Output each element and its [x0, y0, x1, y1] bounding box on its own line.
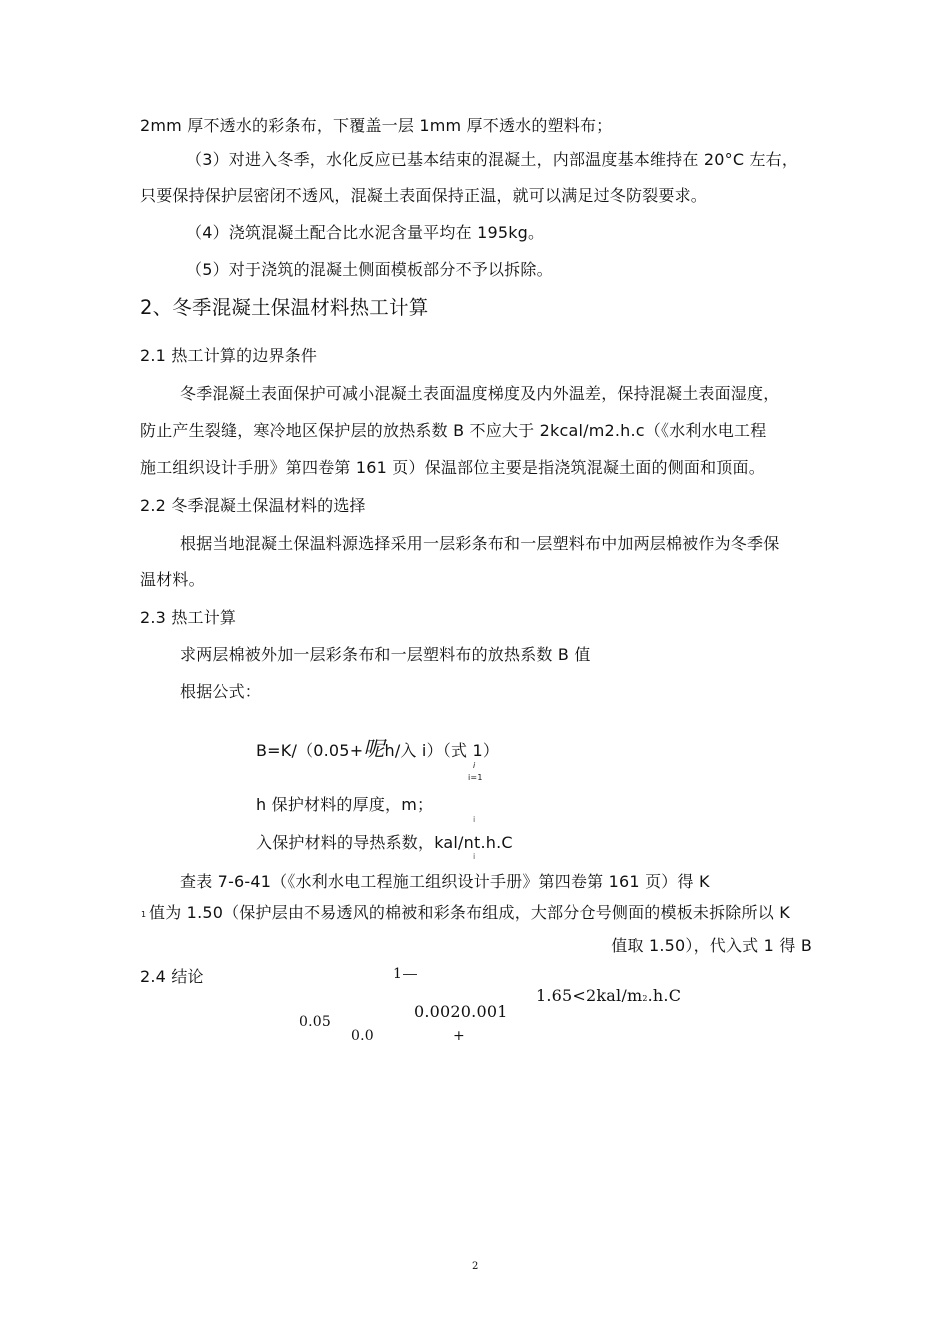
paragraph-line: 求两层棉被外加一层彩条布和一层塑料布的放热系数 B 值	[180, 645, 591, 664]
sum-symbol: 呢	[363, 737, 385, 761]
result-tail: .h.C	[647, 986, 682, 1002]
definition-h: h 保护材料的厚度，m；	[256, 795, 434, 814]
paragraph-line: 根据公式：	[180, 682, 262, 701]
formula-rest: h/入 i）（式 1）	[384, 741, 500, 760]
fraction-bar	[403, 974, 417, 975]
list-item: （4）浇筑混凝土配合比水泥含量平均在 195kg。	[186, 223, 545, 242]
paragraph-line: 值为 1.50（保护层由不易透风的棉被和彩条布组成，大部分仓号侧面的模板未拆除所以 K	[149, 903, 790, 922]
formula-sub-top: i	[473, 761, 476, 770]
paragraph-line: 查表 7-6-41（《水利水电工程施工组织设计手册》第四卷第 161 页）得 K	[180, 872, 710, 891]
index-mark: i	[473, 815, 476, 824]
subsection-heading: 2.4 结论	[140, 967, 204, 986]
paragraph-line: 冬季混凝土表面保护可减小混凝土表面温度梯度及内外温差，保持混凝土表面湿度，	[180, 384, 780, 403]
formula-sub-bottom: i=1	[468, 773, 483, 782]
formula	[256, 736, 499, 764]
list-item: （5）对于浇筑的混凝土侧面模板部分不予以拆除。	[186, 260, 553, 279]
paragraph-line: （3）对进入冬季，水化反应已基本结束的混凝土，内部温度基本维持在 20°C 左右，	[186, 150, 799, 169]
result-subscript: 2	[642, 994, 648, 1002]
result-value	[536, 986, 681, 1002]
paragraph-line: 值取 1.50），代入式 1 得 B	[611, 936, 812, 955]
paragraph-line: 只要保持保护层密闭不透风，混凝土表面保持正温，就可以满足过冬防裂要求。	[140, 186, 708, 205]
paragraph-line: 施工组织设计手册》第四卷第 161 页）保温部位主要是指浇筑混凝土面的侧面和顶面。	[140, 458, 765, 477]
paragraph-line: 防止产生裂缝，寒冷地区保护层的放热系数 B 不应大于 2kcal/m2.h.c（《水利水电工程	[140, 421, 767, 440]
denominator-term: 0.0	[351, 1028, 374, 1042]
denominator-term: 0.05	[299, 1014, 331, 1028]
subsection-heading: 2.3 热工计算	[140, 608, 237, 627]
plus-sign: +	[453, 1028, 465, 1042]
line-prefix: 1	[141, 910, 147, 919]
paragraph-line: 温材料。	[140, 570, 205, 589]
index-mark: i	[473, 852, 476, 861]
subsection-heading: 2.2 冬季混凝土保温材料的选择	[140, 496, 366, 515]
numerator-one: 1	[393, 966, 403, 982]
fraction-numerator	[393, 964, 417, 984]
paragraph-line: 根据当地混凝土保温料源选择采用一层彩条布和一层塑料布中加两层棉被作为冬季保	[180, 534, 780, 553]
definition-lambda: 入保护材料的导热系数，kal/nt.h.C	[256, 833, 513, 852]
denominator-values: 0.0020.001	[414, 1002, 508, 1021]
result-text: 1.65<2kal/m	[536, 986, 643, 1002]
section-heading: 2、冬季混凝土保温材料热工计算	[140, 296, 429, 319]
page-number: 2	[472, 1261, 479, 1272]
paragraph-line: 2mm 厚不透水的彩条布，下覆盖一层 1mm 厚不透水的塑料布；	[140, 116, 613, 135]
formula-start: B=K/（0.05+	[256, 741, 364, 760]
subsection-heading: 2.1 热工计算的边界条件	[140, 346, 318, 365]
